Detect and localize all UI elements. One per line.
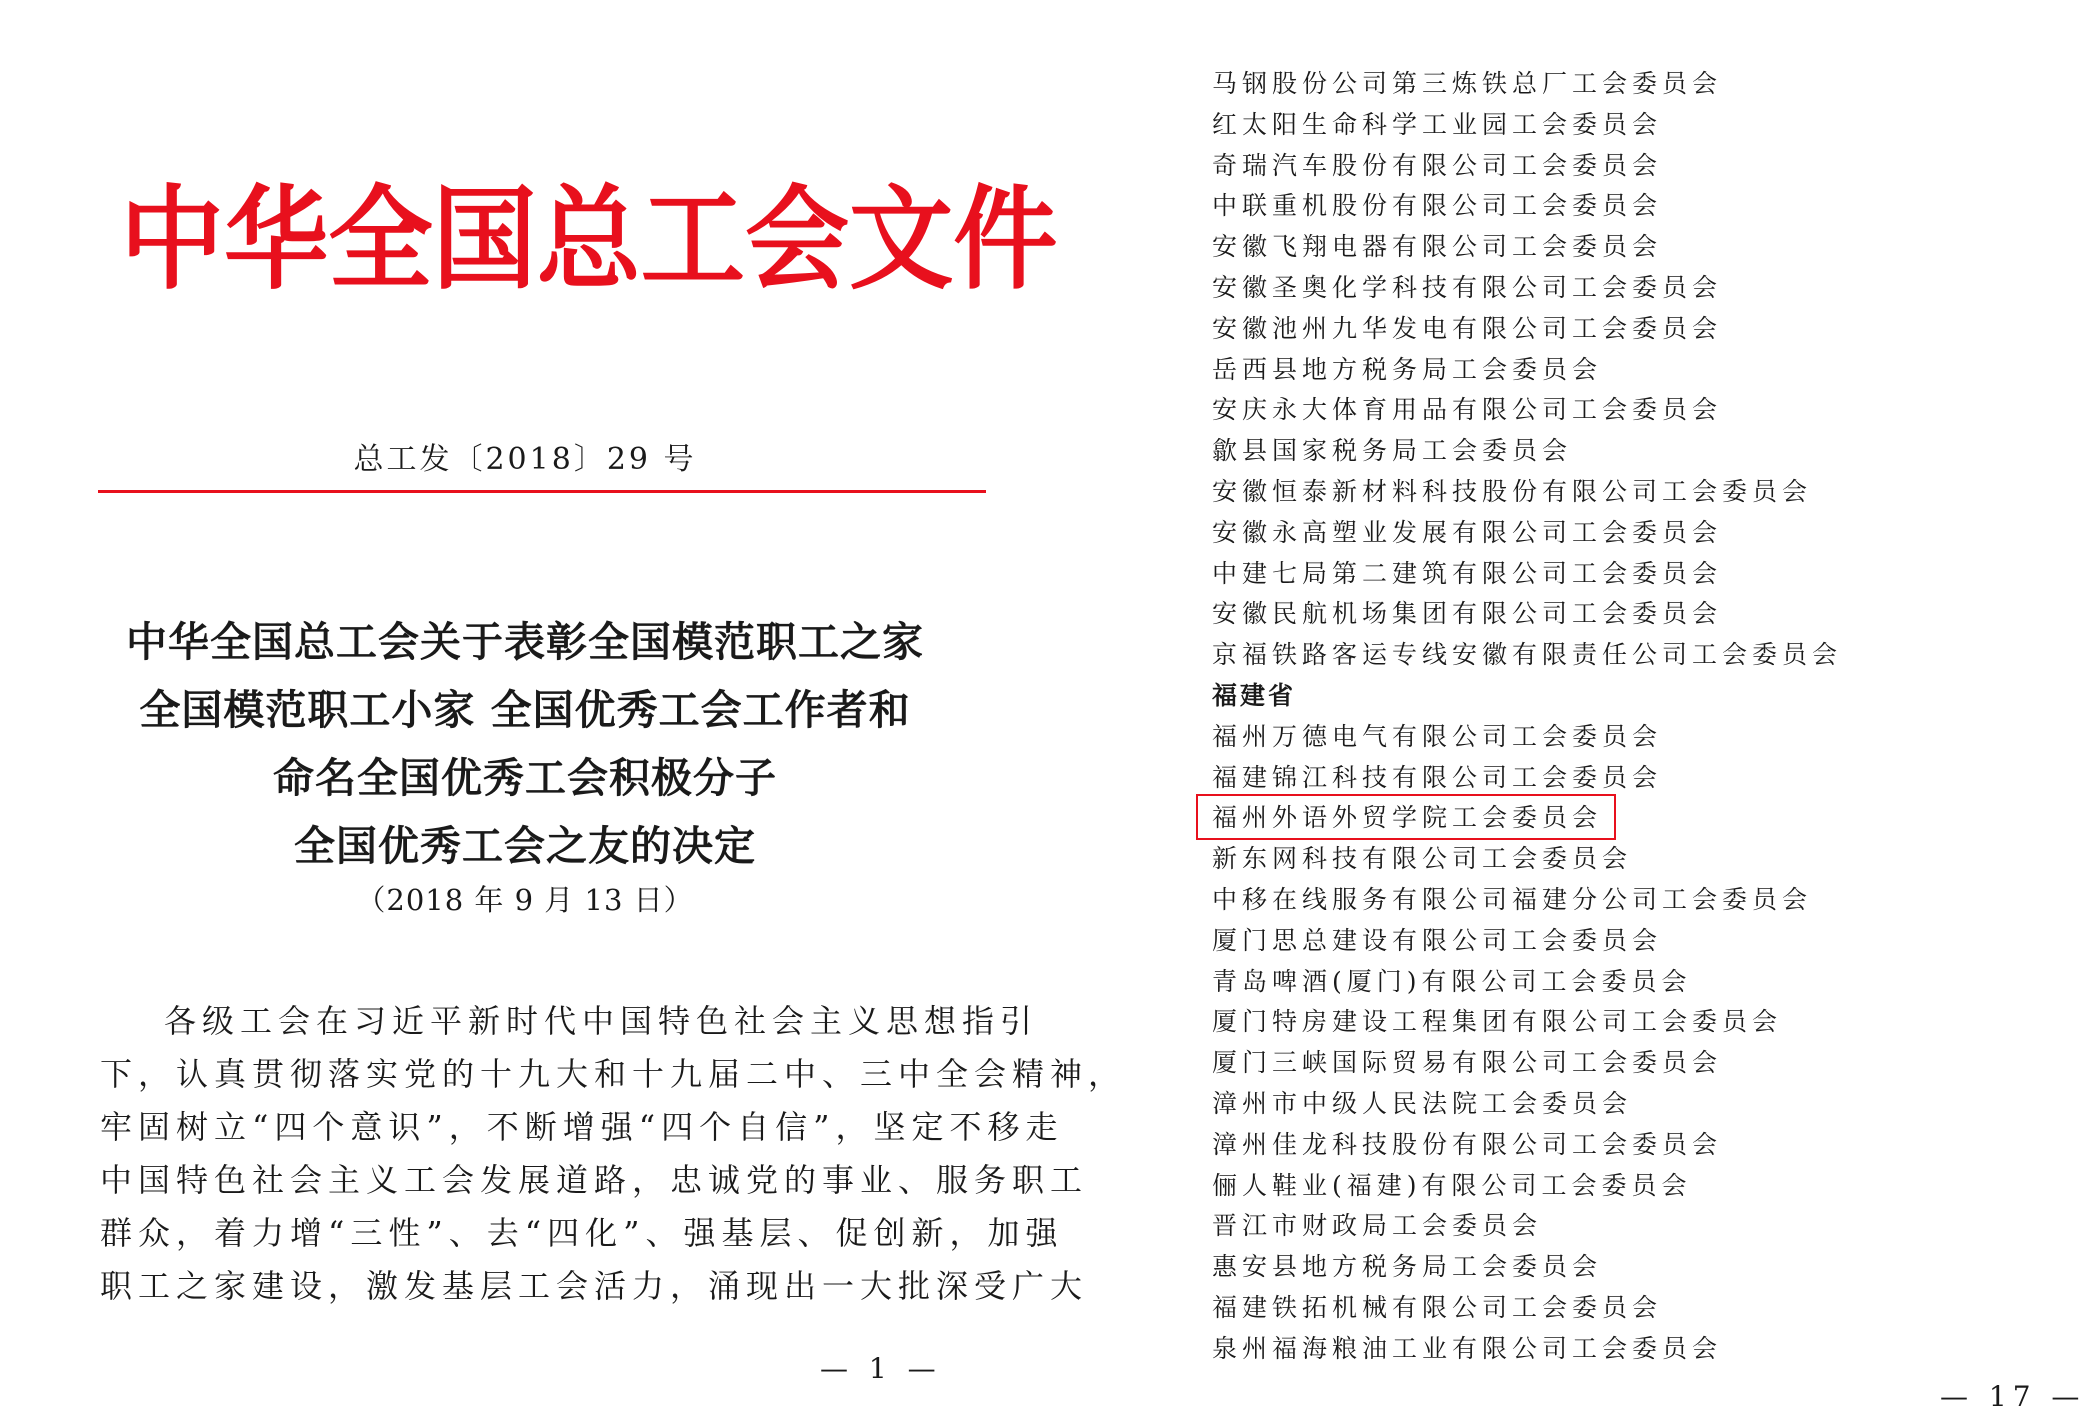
list-item [1212,1002,1842,1043]
list-item-label: 福建省 [1212,680,1297,710]
list-item [1212,227,1842,268]
title-line: 全国优秀工会之友的决定 [294,822,756,870]
list-item-label: 惠安县地方税务局工会委员会 [1212,1252,1603,1282]
document-number: 总工发〔2018〕29 号 [353,442,697,477]
body-line: 下，认真贯彻落实党的十九大和十九届二中、三中全会精神， [100,1055,1127,1093]
page-number: — 1 — [820,1352,942,1385]
list-item-label: 福建锦江科技有限公司工会委员会 [1212,762,1663,792]
document-masthead: 中华全国总工会文件 [120,175,1058,305]
list-item [1212,1329,1842,1370]
list-item [1212,594,1842,635]
list-item-label: 安徽永高塑业发展有限公司工会委员会 [1212,517,1723,547]
page-number: — 17 — [1940,1380,2086,1413]
list-item [1212,309,1842,350]
list-item-label: 新东网科技有限公司工会委员会 [1212,844,1633,874]
document-body [100,995,1127,1313]
title-line: 全国模范职工小家 全国优秀工会工作者和 [139,686,911,734]
list-item-label: 中移在线服务有限公司福建分公司工会委员会 [1212,884,1813,914]
list-item [1212,1043,1842,1084]
award-list [1212,64,1842,1370]
list-item [1212,1084,1842,1125]
list-item-label: 安徽恒泰新材料科技股份有限公司工会委员会 [1212,476,1813,506]
list-item [1212,390,1842,431]
body-line: 牢固树立“四个意识”，不断增强“四个自信”，坚定不移走 [100,1108,1064,1146]
title-line: 命名全国优秀工会积极分子 [273,754,777,802]
list-item-label: 中联重机股份有限公司工会委员会 [1212,191,1663,221]
list-item-label: 俪人鞋业(福建)有限公司工会委员会 [1212,1170,1692,1200]
list-item-label: 安徽民航机场集团有限公司工会委员会 [1212,599,1723,629]
list-item [1212,472,1842,513]
list-item-label: 红太阳生命科学工业园工会委员会 [1212,109,1663,139]
list-item-label: 厦门思总建设有限公司工会委员会 [1212,925,1663,955]
province-heading [1212,676,1842,717]
list-item [1212,921,1842,962]
list-item-label: 厦门三峡国际贸易有限公司工会委员会 [1212,1048,1723,1078]
list-item [1212,64,1842,105]
list-item [1212,962,1842,1003]
list-item [1212,186,1842,227]
list-item [1212,1166,1842,1207]
list-item [1212,350,1842,391]
list-item-label: 安徽飞翔电器有限公司工会委员会 [1212,232,1663,262]
list-item-label: 福州外语外贸学院工会委员会 [1212,803,1603,833]
list-item-label: 福建铁拓机械有限公司工会委员会 [1212,1292,1663,1322]
list-item [1212,268,1842,309]
list-item [1212,717,1842,758]
list-item-label: 漳州佳龙科技股份有限公司工会委员会 [1212,1129,1723,1159]
list-item-label: 厦门特房建设工程集团有限公司工会委员会 [1212,1007,1783,1037]
body-line: 中国特色社会主义工会发展道路，忠诚党的事业、服务职工 [100,1161,1089,1199]
list-item-label: 安徽池州九华发电有限公司工会委员会 [1212,313,1723,343]
list-item [1212,513,1842,554]
list-item-label: 福州万德电气有限公司工会委员会 [1212,721,1663,751]
list-item-label: 马钢股份公司第三炼铁总厂工会委员会 [1212,69,1723,98]
list-item [1212,1125,1842,1166]
list-item [1212,1247,1842,1288]
list-item-label: 中建七局第二建筑有限公司工会委员会 [1212,558,1723,588]
list-item [1212,1206,1842,1247]
list-item-label: 青岛啤酒(厦门)有限公司工会委员会 [1212,966,1692,996]
list-item-label: 晋江市财政局工会委员会 [1212,1211,1543,1241]
list-item-label: 泉州福海粮油工业有限公司工会委员会 [1212,1333,1723,1363]
list-item [1212,839,1842,880]
list-item-label: 安徽圣奥化学科技有限公司工会委员会 [1212,272,1723,302]
body-line: 各级工会在习近平新时代中国特色社会主义思想指引 [164,1002,1039,1040]
document-title [0,608,1050,880]
document-page-17 [1050,0,2100,1422]
list-item-label: 漳州市中级人民法院工会委员会 [1212,1088,1633,1118]
list-item [1212,880,1842,921]
list-item-label: 安庆永大体育用品有限公司工会委员会 [1212,395,1723,425]
highlighted-list-item [1212,798,1842,839]
body-line: 群众，着力增“三性”、去“四化”、强基层、促创新，加强 [100,1214,1064,1252]
body-line: 职工之家建设，激发基层工会活力，涌现出一大批深受广大 [100,1267,1089,1305]
red-highlight-box [1196,794,1616,840]
list-item [1212,635,1842,676]
list-item-label: 岳西县地方税务局工会委员会 [1212,354,1603,384]
list-item-label: 京福铁路客运专线安徽有限责任公司工会委员会 [1212,640,1843,670]
title-line: 中华全国总工会关于表彰全国模范职工之家 [126,618,924,666]
document-date: （2018 年 9 月 13 日） [356,883,694,917]
list-item [1212,146,1842,187]
list-item [1212,1288,1842,1329]
list-item [1212,431,1842,472]
list-item-label: 奇瑞汽车股份有限公司工会委员会 [1212,150,1663,180]
list-item-label: 歙县国家税务局工会委员会 [1212,436,1573,466]
red-divider-line [98,490,986,493]
list-item [1212,758,1842,799]
list-item [1212,105,1842,146]
list-item [1212,554,1842,595]
